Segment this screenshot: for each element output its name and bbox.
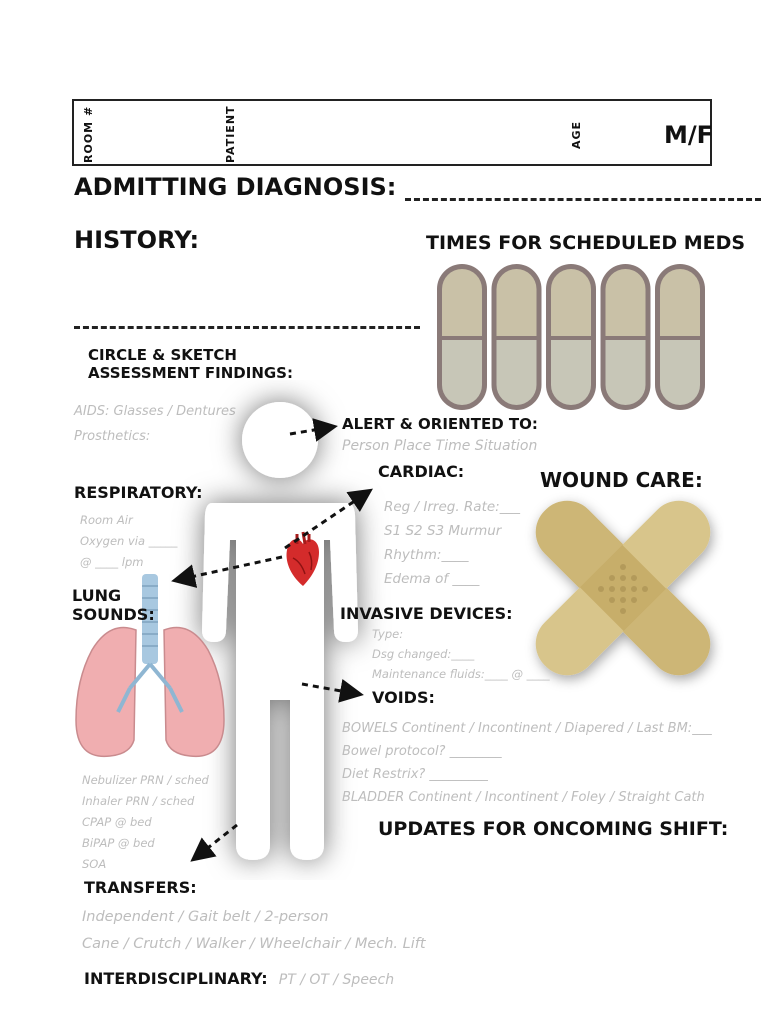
respiratory-details xyxy=(80,510,177,573)
voids-line4: BLADDER Continent / Incontinent / Foley / Straight Cath xyxy=(342,790,705,805)
sex-label: M/F xyxy=(664,121,714,149)
lung-sounds-details xyxy=(82,770,209,875)
bandage-icon xyxy=(522,488,724,694)
patient-label: PATIENT xyxy=(224,105,237,163)
invasive-line1: Type: xyxy=(372,627,404,641)
age-label: AGE xyxy=(570,120,583,149)
cardiac-line2: S1 S2 S3 Murmur xyxy=(384,523,502,539)
lung-item: SOA xyxy=(82,857,107,871)
assessment-label-line1: CIRCLE & SKETCH xyxy=(88,346,237,364)
room-label: ROOM # xyxy=(82,105,95,163)
interdisciplinary-row xyxy=(84,969,394,988)
lung-sounds-label xyxy=(72,586,155,624)
arrow-cardiac xyxy=(285,492,368,548)
voids-line2: Bowel protocol? ________ xyxy=(342,744,502,759)
voids-details xyxy=(342,717,712,809)
voids-label: VOIDS: xyxy=(372,688,435,707)
voids-line1: BOWELS Continent / Incontinent / Diapered / Last BM:___ xyxy=(342,721,712,736)
cardiac-line3: Rhythm:____ xyxy=(384,547,469,563)
cardiac-label: CARDIAC: xyxy=(378,462,465,481)
respiratory-line2: Oxygen via _____ xyxy=(80,534,178,548)
lung-item: Inhaler PRN / sched xyxy=(82,794,195,808)
invasive-devices-label: INVASIVE DEVICES: xyxy=(340,604,513,623)
transfers-details xyxy=(82,904,426,958)
invasive-line3: Maintenance fluids:____ @ ____ xyxy=(372,667,550,681)
respiratory-line3: @ ____ lpm xyxy=(80,555,144,569)
arrow-voids xyxy=(302,684,358,694)
invasive-details xyxy=(372,624,550,684)
wound-care-label: WOUND CARE: xyxy=(540,468,703,492)
aids-text: AIDS: Glasses / Dentures xyxy=(74,404,236,419)
lung-sounds-label-line2: SOUNDS: xyxy=(72,605,155,624)
transfers-label: TRANSFERS: xyxy=(84,878,197,897)
lung-item: BiPAP @ bed xyxy=(82,836,155,850)
prosthetics-text: Prosthetics: xyxy=(74,429,151,444)
alert-oriented-options: Person Place Time Situation xyxy=(342,438,538,454)
cardiac-line4: Edema of ____ xyxy=(384,571,480,587)
invasive-line2: Dsg changed:____ xyxy=(372,647,475,661)
voids-line3: Diet Restrix? _________ xyxy=(342,767,488,782)
interdisciplinary-label: INTERDISCIPLINARY: xyxy=(84,969,268,988)
history-label: HISTORY: xyxy=(74,226,200,254)
respiratory-line1: Room Air xyxy=(80,513,133,527)
scheduled-meds-label: TIMES FOR SCHEDULED MEDS xyxy=(426,232,746,254)
lung-item: CPAP @ bed xyxy=(82,815,152,829)
alert-oriented-label: ALERT & ORIENTED TO: xyxy=(342,415,538,433)
assessment-label-line2: ASSESSMENT FINDINGS: xyxy=(88,364,293,382)
updates-label: UPDATES FOR ONCOMING SHIFT: xyxy=(378,818,729,840)
arrow-lung xyxy=(177,557,282,580)
cardiac-details xyxy=(384,495,520,591)
arrow-alert xyxy=(290,427,332,434)
lung-item: Nebulizer PRN / sched xyxy=(82,773,209,787)
lung-sounds-label-line1: LUNG xyxy=(72,586,122,605)
transfers-line1: Independent / Gait belt / 2-person xyxy=(82,909,329,925)
respiratory-label: RESPIRATORY: xyxy=(74,483,203,502)
admitting-diagnosis-label: ADMITTING DIAGNOSIS: xyxy=(74,173,397,201)
transfers-line2: Cane / Crutch / Walker / Wheelchair / Mech. Lift xyxy=(82,936,426,952)
cardiac-line1: Reg / Irreg. Rate:___ xyxy=(384,499,520,515)
interdisciplinary-options: PT / OT / Speech xyxy=(278,972,395,988)
